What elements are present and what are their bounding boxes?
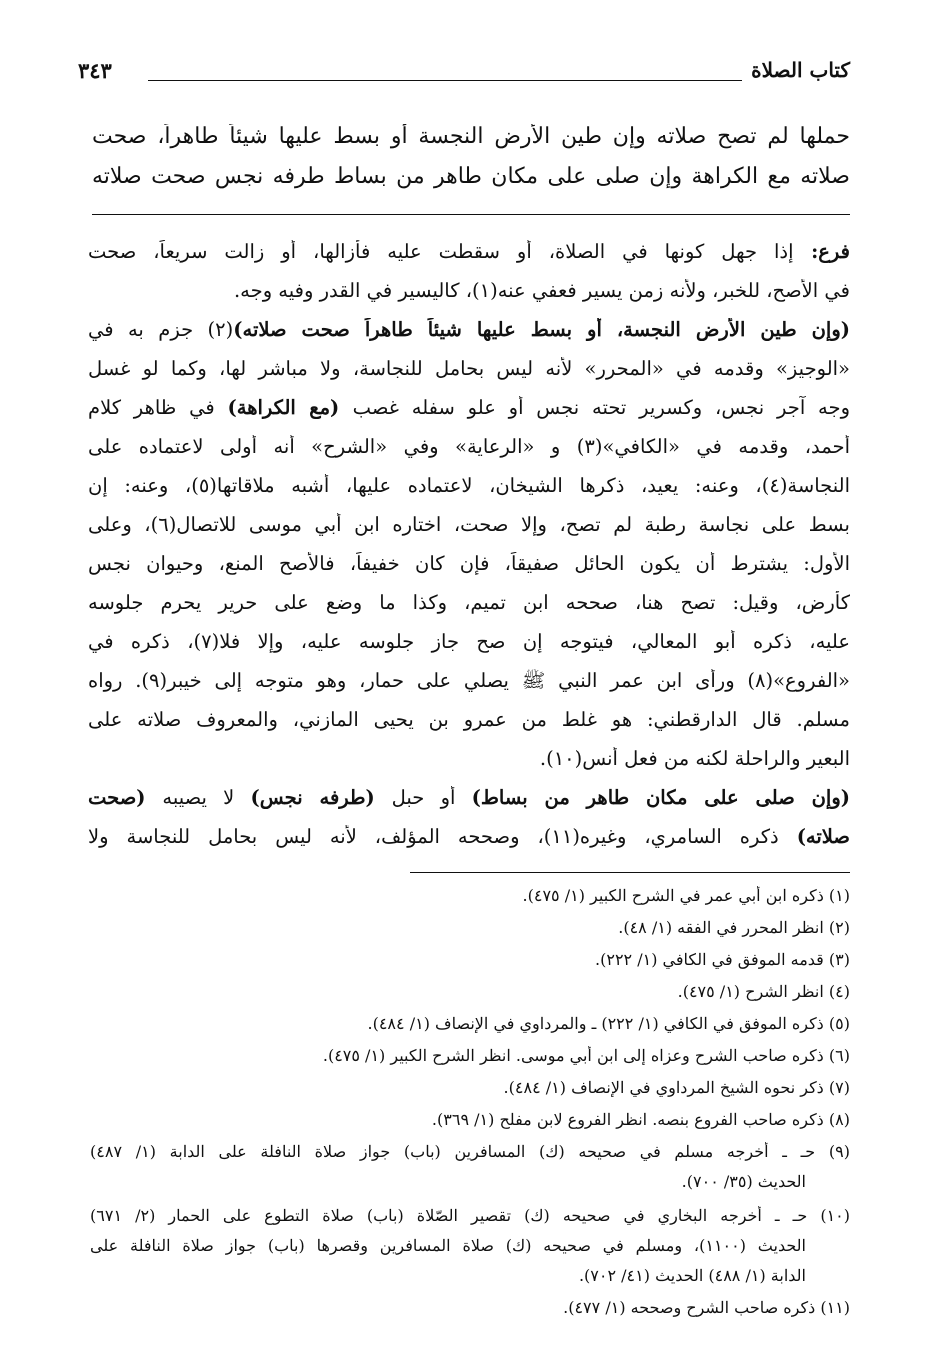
footnote-number: (١١) (820, 1298, 850, 1317)
footnote: (٨) ذكره صاحب الفروع بنصه. انظر الفروع لابن مفلح (١/ ٣٦٩). (431, 1110, 850, 1129)
footnote-number: (٧) (828, 1078, 850, 1097)
commentary-line: الأول: يشترط أن يكون الحائل صفيقاً، فإن كان خفيفاً، فالأصح المنع، وحيوان نجس (88, 552, 850, 575)
matn-separator (92, 214, 850, 215)
chapter-title: كتاب الصلاة (751, 58, 850, 82)
commentary-line: وجه آجر نجس، وكسرير تحته نجس أو علو سفله غصب (مع الكراهة) في ظاهر كلام (88, 396, 850, 419)
commentary-line: مسلم. قال الدارقطني: هو غلط من عمرو بن يحيى المازني، والمعروف صلاته على (88, 708, 850, 731)
footnote-separator (410, 872, 850, 873)
footnote: (٦) ذكره صاحب الشرح وعزاه إلى ابن أبي موسى. انظر الشرح الكبير (١/ ٤٧٥). (322, 1046, 850, 1065)
footnote: (٢) انظر المحرر في الفقه (١/ ٤٨). (618, 918, 850, 937)
commentary-line: النجاسة(٤)، وعنه: يعيد، ذكرها الشيخان، لاعتماده عليها، أشبه ملاقاتها(٥)، وعنه: إن (88, 474, 850, 497)
footnote-number: (١) (828, 886, 850, 905)
commentary-line: بسط على نجاسة رطبة لم تصح، وإلا صحت، اختاره ابن أبي موسى للاتصال(٦)، وعلى (88, 513, 850, 536)
commentary-line: صلاته) ذكره السامري، وغيره(١١)، وصححه المؤلف، لأنه ليس بحامل للنجاسة ولا (88, 825, 850, 848)
footnote: (١١) ذكره صاحب الشرح وصححه (١/ ٤٧٧). (563, 1298, 850, 1317)
commentary-line: «الوجيز» وقدمه في «المحرر» لأنه ليس بحامل للنجاسة، ولا مباشر لها، وكما لو غسل (88, 357, 850, 380)
commentary-line: (وإن طين الأرض النجسة، أو بسط عليها شيئاً طاهراً صحت صلاته)(٢) جزم به في (88, 318, 850, 341)
matn-line: حملها لم تصح صلاته وإن طين الأرض النجسة أو بسط عليها شيئاً طاهراً، صحت (92, 124, 850, 149)
commentary-line: البعير والراحلة لكنه من فعل أنس(١٠). (539, 747, 850, 770)
commentary-line: عليه، ذكره أبو المعالي، فيتوجه إن صح جاز جلوسه عليه، وإلا فلا(٧)، ذكره في (88, 630, 850, 653)
commentary-line: (وإن صلى على مكان طاهر من بساط) أو حبل (طرفه نجس) لا يصيبه (صحت (88, 786, 850, 809)
page-header (78, 58, 850, 92)
matn-line: صلاته مع الكراهة وإن صلى على مكان طاهر من بساط طرفه نجس صحت صلاته (92, 164, 850, 189)
page-number: ٣٤٣ (78, 58, 112, 83)
commentary-line: أحمد، وقدمه في «الكافي»(٣) و «الرعاية» وفي «الشرح» أنه أولى لاعتماده على (88, 435, 850, 458)
footnote-continuation: الحديث (١١٠٠)، ومسلم في صحيحه (ك) صلاة المسافرين وقصرها (باب) جواز صلاة النافلة على (90, 1236, 806, 1255)
footnote-number: (٦) (828, 1046, 850, 1065)
far-label: فرع: (793, 240, 850, 263)
footnote: (٣) قدمه الموفق في الكافي (١/ ٢٢٢). (595, 950, 850, 969)
footnote-number: (٤) (828, 982, 850, 1001)
footnote: (٩) حـ ـ أخرجه مسلم في صحيحه (ك) المسافرين (باب) جواز صلاة النافلة على الدابة (١/ ٤٨٧) (90, 1142, 850, 1161)
commentary-line: كأرض، وقيل: تصح هنا، صححه ابن تميم، وكذا ما وضع على حرير يحرم جلوسه (88, 591, 850, 614)
footnote-continuation: الدابة (١/ ٤٨٨) الحديث (٤١/ ٧٠٢). (578, 1266, 806, 1285)
commentary-line: فرع: إذا جهل كونها في الصلاة، أو سقطت عليه فأزالها، أو زالت سريعاً، صحت (88, 240, 850, 263)
footnote-continuation: الحديث (٣٥/ ٧٠٠). (681, 1172, 806, 1191)
footnote-number: (٣) (828, 950, 850, 969)
commentary-line: في الأصح، للخبر، ولأنه زمن يسير فعفي عنه(١)، كاليسير في القدر وفيه وجه. (233, 279, 850, 302)
footnote: (٥) ذكره الموفق في الكافي (١/ ٢٢٢) ـ والمرداوي في الإنصاف (١/ ٤٨٤). (367, 1014, 850, 1033)
footnote-number: (٩) (828, 1142, 850, 1161)
footnote-number: (٨) (828, 1110, 850, 1129)
footnote: (١٠) حـ ـ أخرجه البخاري في صحيحه (ك) تقصير الصّلاة (باب) صلاة التطوع على الحمار (٢/ ٦٧١) (90, 1206, 850, 1225)
footnote-number: (٥) (828, 1014, 850, 1033)
footnote: (١) ذكره ابن أبي عمر في الشرح الكبير (١/ ٤٧٥). (522, 886, 850, 905)
header-rule (148, 80, 742, 81)
footnote: (٧) ذكر نحوه الشيخ المرداوي في الإنصاف (١/ ٤٨٤). (503, 1078, 850, 1097)
footnote: (٤) انظر الشرح (١/ ٤٧٥). (677, 982, 850, 1001)
commentary-line: «الفروع»(٨) ورأى ابن عمر النبي ﷺ يصلي على حمار، وهو متوجه إلى خيبر(٩). رواه (88, 669, 850, 692)
footnote-number: (١٠) (820, 1206, 850, 1225)
footnote-number: (٢) (828, 918, 850, 937)
